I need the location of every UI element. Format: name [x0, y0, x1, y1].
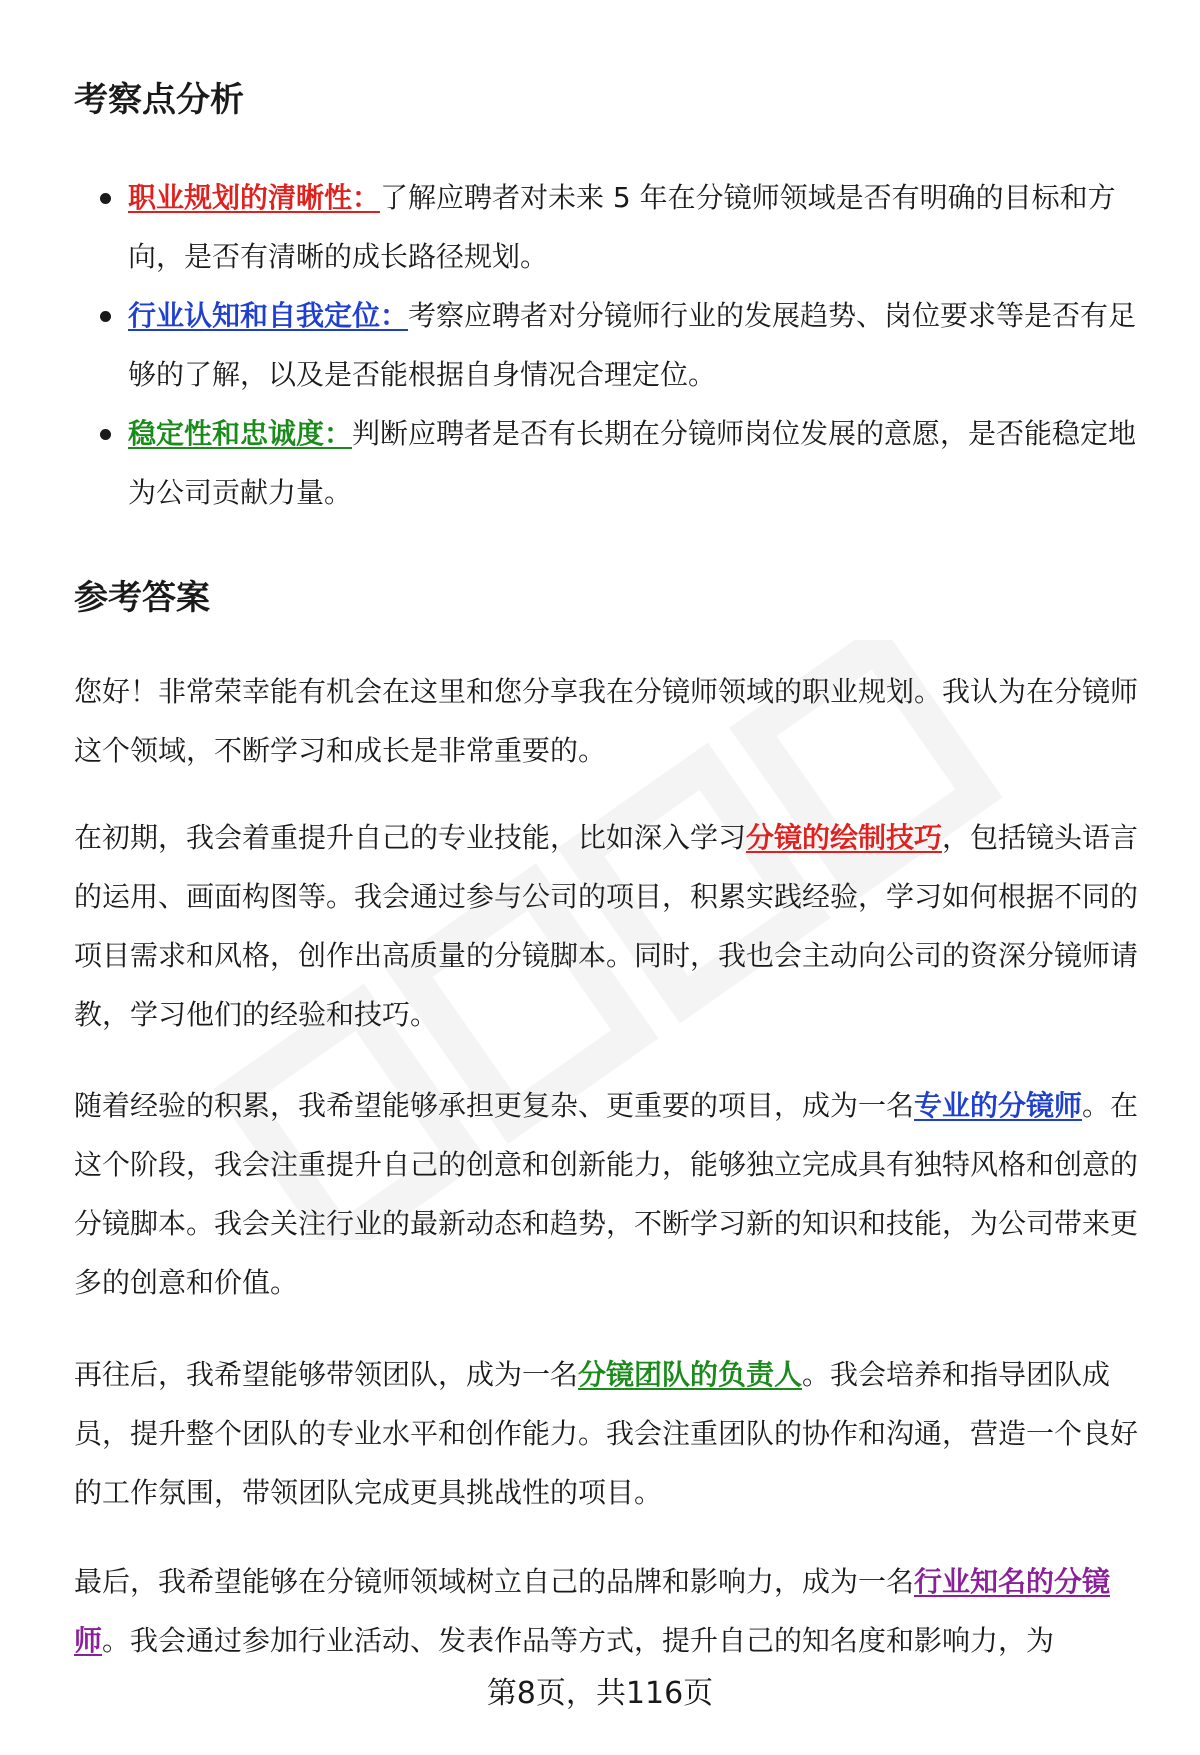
paragraph-text: 随着经验的积累，我希望能够承担更复杂、更重要的项目，成为一名 [74, 1089, 915, 1122]
keyword-professional-artist: 专业的分镜师 [914, 1089, 1083, 1122]
keyword-drawing-skills: 分镜的绘制技巧 [746, 821, 943, 854]
keyword-famous-artist: 行业知名的分镜师 [74, 1565, 1111, 1657]
list-item-text: 判断应聘者是否有长期在分镜师岗位发展的意愿，是否能稳定地为公司贡献力量。 [128, 417, 1137, 509]
paragraph-text: ，包括镜头语言的运用、画面构图等。我会通过参与公司的项目，积累实践经验，学习如何根据不同的项目需求和风格，创作出高质量的分镜脚本。同时，我也会主动向公司的资深分镜师请教，学习他们的经验和技巧。 [74, 821, 1139, 1031]
list-item [74, 404, 1146, 522]
paragraph-text: 。在这个阶段，我会注重提升自己的创意和创新能力，能够独立完成具有独特风格和创意的分镜脚本。我会关注行业的最新动态和趋势，不断学习新的知识和技能，为公司带来更多的创意和价值。 [74, 1089, 1139, 1299]
answer-paragraph-intro: 您好！非常荣幸能有机会在这里和您分享我在分镜师领域的职业规划。我认为在分镜师这个领域，不断学习和成长是非常重要的。 [74, 675, 1139, 767]
paragraph-text: 再往后，我希望能够带领团队，成为一名 [74, 1358, 579, 1391]
analysis-list [74, 168, 1146, 522]
keyword-career-clarity: 职业规划的清晰性： [128, 181, 381, 214]
section-heading-answer: 参考答案 [74, 578, 210, 618]
section-heading-analysis: 考察点分析 [74, 80, 244, 120]
list-item [74, 286, 1146, 404]
paragraph-text: 。我会通过参加行业活动、发表作品等方式，提升自己的知名度和影响力，为 [102, 1624, 1055, 1657]
paragraph-text: 最后，我希望能够在分镜师领域树立自己的品牌和影响力，成为一名 [74, 1565, 915, 1598]
keyword-team-lead: 分镜团队的负责人 [578, 1358, 803, 1391]
paragraph-text: 在初期，我会着重提升自己的专业技能，比如深入学习 [74, 821, 747, 854]
paragraph-text: 。我会培养和指导团队成员，提升整个团队的专业水平和创作能力。我会注重团队的协作和沟通，营造一个良好的工作氛围，带领团队完成更具挑战性的项目。 [74, 1358, 1139, 1509]
list-item-text: 考察应聘者对分镜师行业的发展趋势、岗位要求等是否有足够的了解，以及是否能根据自身情况合理定位。 [128, 299, 1137, 391]
list-item-text: 了解应聘者对未来 5 年在分镜师领域是否有明确的目标和方向，是否有清晰的成长路径规划。 [128, 181, 1116, 273]
keyword-stability: 稳定性和忠诚度： [128, 417, 353, 450]
list-item [74, 168, 1146, 286]
answer-paragraph-final [74, 1552, 1146, 1670]
answer-paragraph-early [74, 808, 1146, 1044]
answer-paragraph-lead [74, 1345, 1146, 1522]
answer-paragraph-mid [74, 1076, 1146, 1312]
keyword-industry-awareness: 行业认知和自我定位： [128, 299, 409, 332]
page-footer: 第8页，共116页 [486, 1676, 714, 1711]
